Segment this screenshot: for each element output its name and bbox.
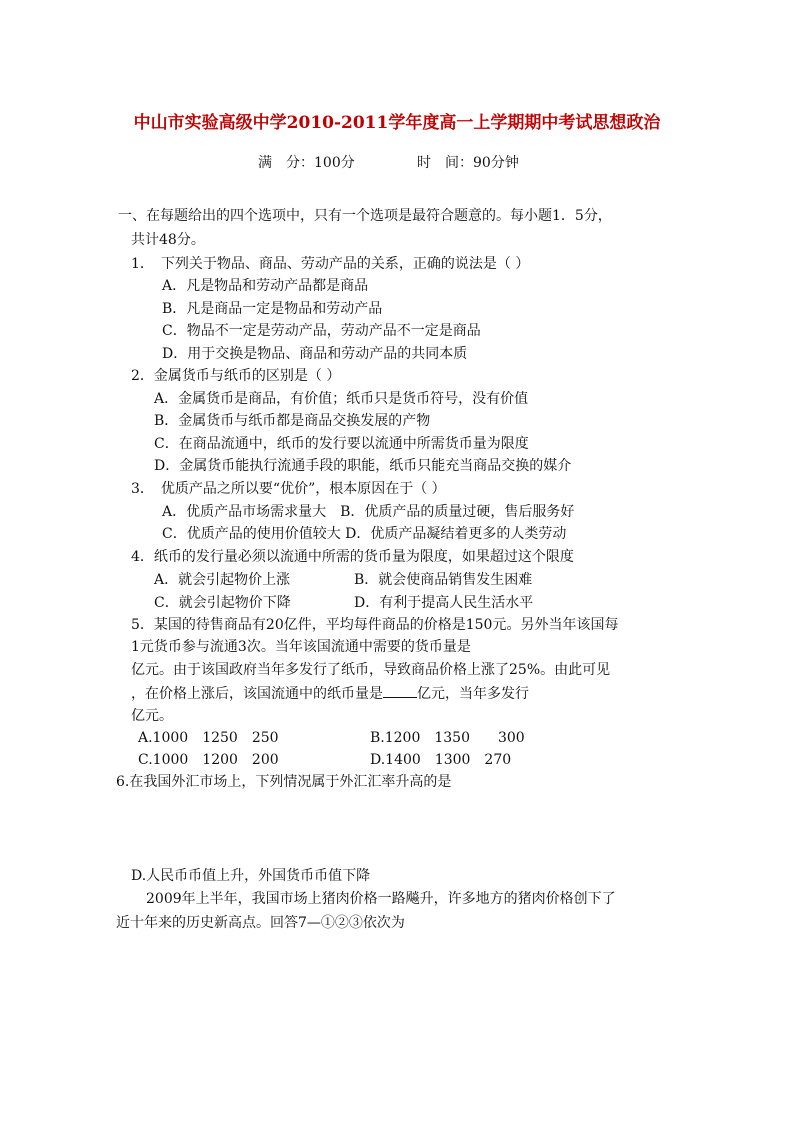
q4-stem: 4．纸币的发行量必须以流通中所需的货币量为限度，如果超过这个限度 bbox=[131, 549, 574, 565]
q5-option-a: A.1000 1250 250 bbox=[138, 730, 279, 746]
q4-option-c: C．就会引起物价下降 bbox=[154, 595, 291, 611]
q5-line4-part1: ，在价格上涨后，该国流通中的纸币量是 bbox=[131, 686, 383, 702]
q5-line4-part2: 亿元，当年多发行 bbox=[417, 686, 529, 702]
q3-stem: 3． 优质产品之所以要“优价”，根本原因在于（ ） bbox=[131, 481, 446, 497]
q2-option-a: A．金属货币是商品，有价值；纸币只是货币符号，没有价值 bbox=[154, 391, 529, 407]
q4-option-b: B．就会使商品销售发生困难 bbox=[354, 572, 533, 588]
q2-option-c: C．在商品流通中，纸币的发行要以流通中所需货币量为限度 bbox=[154, 436, 529, 452]
q2-option-d: D．金属货币能执行流通手段的职能，纸币只能充当商品交换的媒介 bbox=[154, 458, 572, 474]
q2-stem: 2．金属货币与纸币的区别是（ ） bbox=[131, 368, 341, 384]
q5-line3: 亿元。由于该国政府当年多发行了纸币，导致商品价格上涨了25%。由此可见 bbox=[131, 662, 611, 678]
q1-option-c: C．物品不一定是劳动产品，劳动产品不一定是商品 bbox=[162, 323, 481, 339]
q6-option-d: D.人民币币值上升，外国货币币值下降 bbox=[131, 868, 371, 884]
q5-option-c: C.1000 1200 200 bbox=[138, 752, 279, 768]
q1-stem: 1． 下列关于物品、商品、劳动产品的关系，正确的说法是（ ） bbox=[131, 256, 530, 272]
q5-line2: 1元货币参与流通3次。当年该国流通中需要的货币量是 bbox=[131, 639, 471, 655]
q1-option-d: D．用于交换是物品、商品和劳动产品的共同本质 bbox=[162, 346, 468, 362]
full-score: 满 分：100分 bbox=[258, 155, 355, 171]
q2-option-b: B．金属货币与纸币都是商品交换发展的产物 bbox=[154, 413, 431, 429]
q5-option-d: D.1400 1300 270 bbox=[370, 752, 512, 768]
q4-option-a: A．就会引起物价上涨 bbox=[154, 572, 291, 588]
q1-option-b: B．凡是商品一定是物品和劳动产品 bbox=[162, 301, 383, 317]
q5-option-b: B.1200 1350 300 bbox=[370, 730, 525, 746]
q5-line5: 亿元。 bbox=[131, 708, 173, 724]
q3-options-cd: C．优质产品的使用价值较大 D．优质产品凝结着更多的人类劳动 bbox=[162, 526, 567, 542]
page-title: 中山市实验高级中学2010-2011学年度高一上学期期中考试思想政治 bbox=[133, 113, 661, 133]
q1-option-a: A．凡是物品和劳动产品都是商品 bbox=[162, 278, 369, 294]
section-heading-line1: 一、在每题给出的四个选项中，只有一个选项是最符合题意的。每小题1．5分， bbox=[118, 208, 612, 224]
q3-options-ab: A．优质产品市场需求量大 B．优质产品的质量过硬，售后服务好 bbox=[162, 504, 575, 520]
passage-line2: 近十年来的历史新高点。回答7—①②③依次为 bbox=[116, 915, 405, 931]
q5-line4 bbox=[131, 683, 529, 704]
q5-line1: 5．某国的待售商品有20亿件，平均每件商品的价格是150元。另外当年该国每 bbox=[131, 617, 619, 633]
q5-answer-blank bbox=[383, 683, 417, 698]
section-heading-line2: 共计48分。 bbox=[131, 232, 205, 248]
exam-time: 时 间：90分钟 bbox=[417, 155, 519, 171]
passage-line1: 2009年上半年，我国市场上猪肉价格一路飚升，许多地方的猪肉价格创下了 bbox=[146, 891, 616, 907]
q4-option-d: D．有利于提高人民生活水平 bbox=[354, 595, 534, 611]
q6-stem: 6.在我国外汇市场上，下列情况属于外汇汇率升高的是 bbox=[116, 774, 452, 790]
